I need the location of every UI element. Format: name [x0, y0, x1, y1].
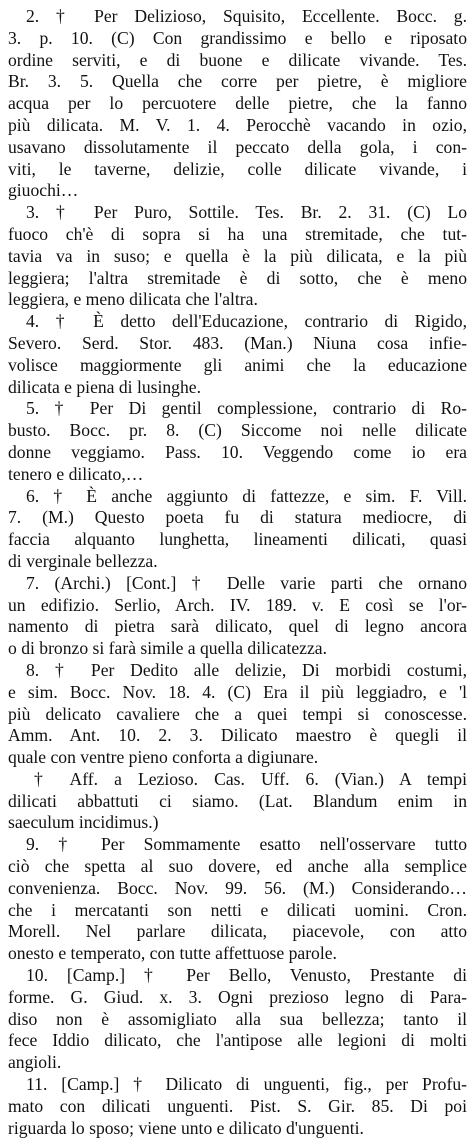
- text-line: 10. [Camp.] † Per Bello, Venusto, Prestante di: [26, 965, 467, 986]
- text-line: tavia va in suso; e quella è la più dilicata, e la più: [8, 245, 467, 266]
- text-line: volisce maggiormente gli animi che la educazione: [8, 354, 467, 375]
- text-line: 8. † Per Dedito alle delizie, Di morbidi costumi,: [26, 659, 467, 680]
- text-line: viti, le taverne, delizie, colle dilicate vivande, i: [8, 158, 467, 179]
- text-line: fuoco ch'è di sopra si ha una stremitade, che tut-: [8, 223, 467, 244]
- text-line: o di bronzo si farà simile a quella dilicatezza.: [8, 638, 327, 659]
- text-line: acqua per lo percuotere delle pietre, che la fanno: [8, 93, 467, 114]
- text-line: 4. † È detto dell'Educazione, contrario di Rigido,: [26, 311, 467, 332]
- text-line: faccia alquanto lunghetta, lineamenti dilicati, quasi: [8, 529, 467, 550]
- text-line: dilicati abbattuti ci siamo. (Lat. Blandum enim in: [8, 790, 467, 811]
- text-line: donne veggiamo. Pass. 10. Veggendo come io era: [8, 441, 467, 462]
- text-line: 6. † È anche aggiunto di fattezze, e sim. F. Vill.: [26, 485, 467, 506]
- text-line: e sim. Bocc. Nov. 18. 4. (C) Era il più leggiadro, e 'l: [8, 681, 467, 702]
- text-line: 7. (M.) Questo poeta fu di statura mediocre, di: [8, 507, 467, 528]
- text-line: leggiera, e meno dilicata che l'altra.: [8, 289, 258, 310]
- text-line: tenero e dilicato,…: [8, 463, 144, 484]
- text-line: Morell. Nel parlare dilicata, piacevole, con atto: [8, 921, 467, 942]
- text-line: namento di pietra sarà dilicato, quel di legno ancora: [8, 616, 467, 637]
- text-line: ciò che spetta al suo dovere, ed anche alla semplice: [8, 856, 467, 877]
- text-line: Amm. Ant. 10. 2. 3. Dilicato maestro è quegli il: [8, 725, 467, 746]
- text-line: ordine serviti, e di buone e dilicate vivande. Tes.: [8, 49, 467, 70]
- text-line: 7. (Archi.) [Cont.] † Delle varie parti che ornano: [26, 572, 467, 593]
- text-line: usavano dissolutamente il peccato della gola, i con-: [8, 136, 467, 157]
- text-line: leggiera; l'altra stremitade è di sotto, che è meno: [8, 267, 467, 288]
- text-line: quale con ventre pieno conforta a digiunare.: [8, 747, 319, 768]
- text-line: † Aff. a Lezioso. Cas. Uff. 6. (Vian.) A tempi: [34, 768, 467, 789]
- text-line: 3. p. 10. (C) Con grandissimo e bello e riposato: [8, 27, 467, 48]
- text-line: più delicato cavaliere che a quei tempi si conoscesse.: [8, 703, 467, 724]
- text-line: mato con dilicati unguenti. Pist. S. Gir. 85. Di poi: [8, 1095, 467, 1116]
- text-line: 11. [Camp.] † Dilicato di unguenti, fig., per Profu-: [26, 1074, 467, 1095]
- text-line: angioli.: [8, 1052, 62, 1073]
- text-line: Br. 3. 5. Quella che corre per pietre, è migliore: [8, 71, 467, 92]
- text-line: 9. † Per Sommamente esatto nell'osservare tutto: [26, 834, 467, 855]
- text-line: che i mercatanti son netti e dilicati uomini. Cron.: [8, 899, 467, 920]
- text-line: 2. † Per Delizioso, Squisito, Eccellente. Bocc. g.: [26, 6, 467, 26]
- text-line: saeculum incidimus.): [8, 812, 159, 833]
- text-line: più dilicata. M. V. 1. 4. Perocchè vacando in ozio,: [8, 114, 467, 135]
- text-line: Severo. Serd. Stor. 483. (Man.) Niuna cosa infie-: [8, 332, 467, 353]
- text-line: giuochi…: [8, 180, 79, 201]
- text-line: busto. Bocc. pr. 8. (C) Siccome noi nelle dilicate: [8, 420, 467, 441]
- text-line: 5. † Per Di gentil complessione, contrario di Ro-: [26, 398, 467, 419]
- text-line: convenienza. Bocc. Nov. 99. 56. (M.) Considerando…: [8, 877, 467, 898]
- text-line: fece Iddio dilicato, che l'antipose alle legioni di molti: [8, 1030, 467, 1051]
- text-line: diso non è assomigliato alla sua bellezza; tanto il: [8, 1008, 467, 1029]
- text-line: forme. G. Giud. x. 3. Ogni prezioso legno di Para-: [8, 986, 467, 1007]
- text-line: dilicata e piena di lusinghe.: [8, 376, 201, 397]
- text-line: onesto e temperato, con tutte affettuose parole.: [8, 943, 337, 964]
- text-line: di verginale bellezza.: [8, 550, 158, 571]
- text-line: riguarda lo sposo; viene unto e dilicato d'unguenti.: [8, 1117, 364, 1138]
- text-line: un edifizio. Serlio, Arch. IV. 189. v. E così se l'or-: [8, 594, 467, 615]
- text-line: 3. † Per Puro, Sottile. Tes. Br. 2. 31. (C) Lo: [26, 202, 467, 223]
